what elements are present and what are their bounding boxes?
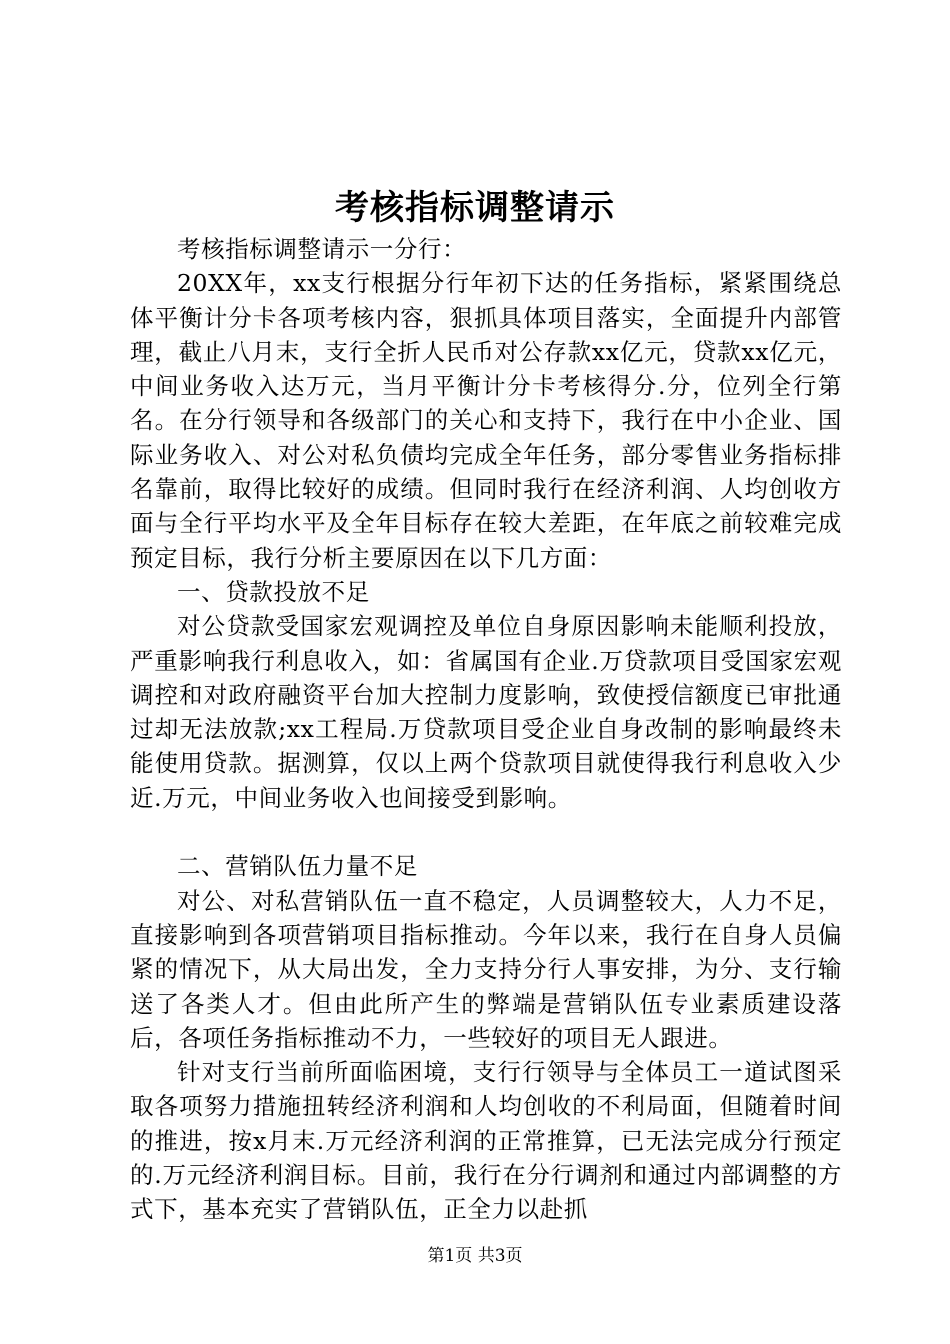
page-number-footer: 第1页 共3页 <box>427 1246 523 1266</box>
loans-paragraph: 对公贷款受国家宏观调控及单位自身原因影响未能顺利投放，严重影响我行利息收入，如：省属国有企业.万贷款项目受国家宏观调控和对政府融资平台加大控制力度影响，致使授信额度已审批通过却无法放款;xx工程局.万贷款项目受企业自身改制的影响最终未能使用贷款。据测算，仅以上两个贷款项目就使得我行利息收入少近.万元，中间业务收入也间接受到影响。 <box>130 612 843 812</box>
document-body <box>130 232 842 1227</box>
document-title: 考核指标调整请示 <box>335 188 615 228</box>
measures-paragraph: 针对支行当前所面临困境，支行行领导与全体员工一道试图采取各项努力措施扭转经济利润和人均创收的不利局面，但随着时间的推进，按x月末.万元经济利润的正常推算，已无法完成分行预定的.万元经济利润目标。目前，我行在分行调剂和通过内部调整的方式下，基本充实了营销队伍，正全力以赴抓 <box>130 1058 842 1224</box>
salutation-paragraph: 考核指标调整请示一分行： <box>177 235 467 263</box>
marketing-paragraph: 对公、对私营销队伍一直不稳定，人员调整较大，人力不足，直接影响到各项营销项目指标推动。今年以来，我行在自身人员偏紧的情况下，从大局出发，全力支持分行人事安排，为分、支行输送了各类人才。但由此所产生的弊端是营销队伍专业素质建设落后，各项任务指标推动不力，一些较好的项目无人跟进。 <box>130 886 842 1052</box>
section-heading-loans: 一、贷款投放不足 <box>177 577 370 606</box>
section-heading-marketing: 二、营销队伍力量不足 <box>177 852 418 881</box>
intro-paragraph: 20XX年，xx支行根据分行年初下达的任务指标，紧紧围绕总体平衡计分卡各项考核内容，狠抓具体项目落实，全面提升内部管理，截止八月末，支行全折人民币对公存款xx亿元，贷款xx亿元，中间业务收入达万元，当月平衡计分卡考核得分.分，位列全行第名。在分行领导和各级部门的关心和支持下，我行在中小企业、国际业务收入、对公对私负债均完成全年任务，部分零售业务指标排名靠前，取得比较好的成绩。但同时我行在经济利润、人均创收方面与全行平均水平及全年目标存在较大差距，在年底之前较难完成预定目标，我行分析主要原因在以下几方面： <box>130 269 842 572</box>
